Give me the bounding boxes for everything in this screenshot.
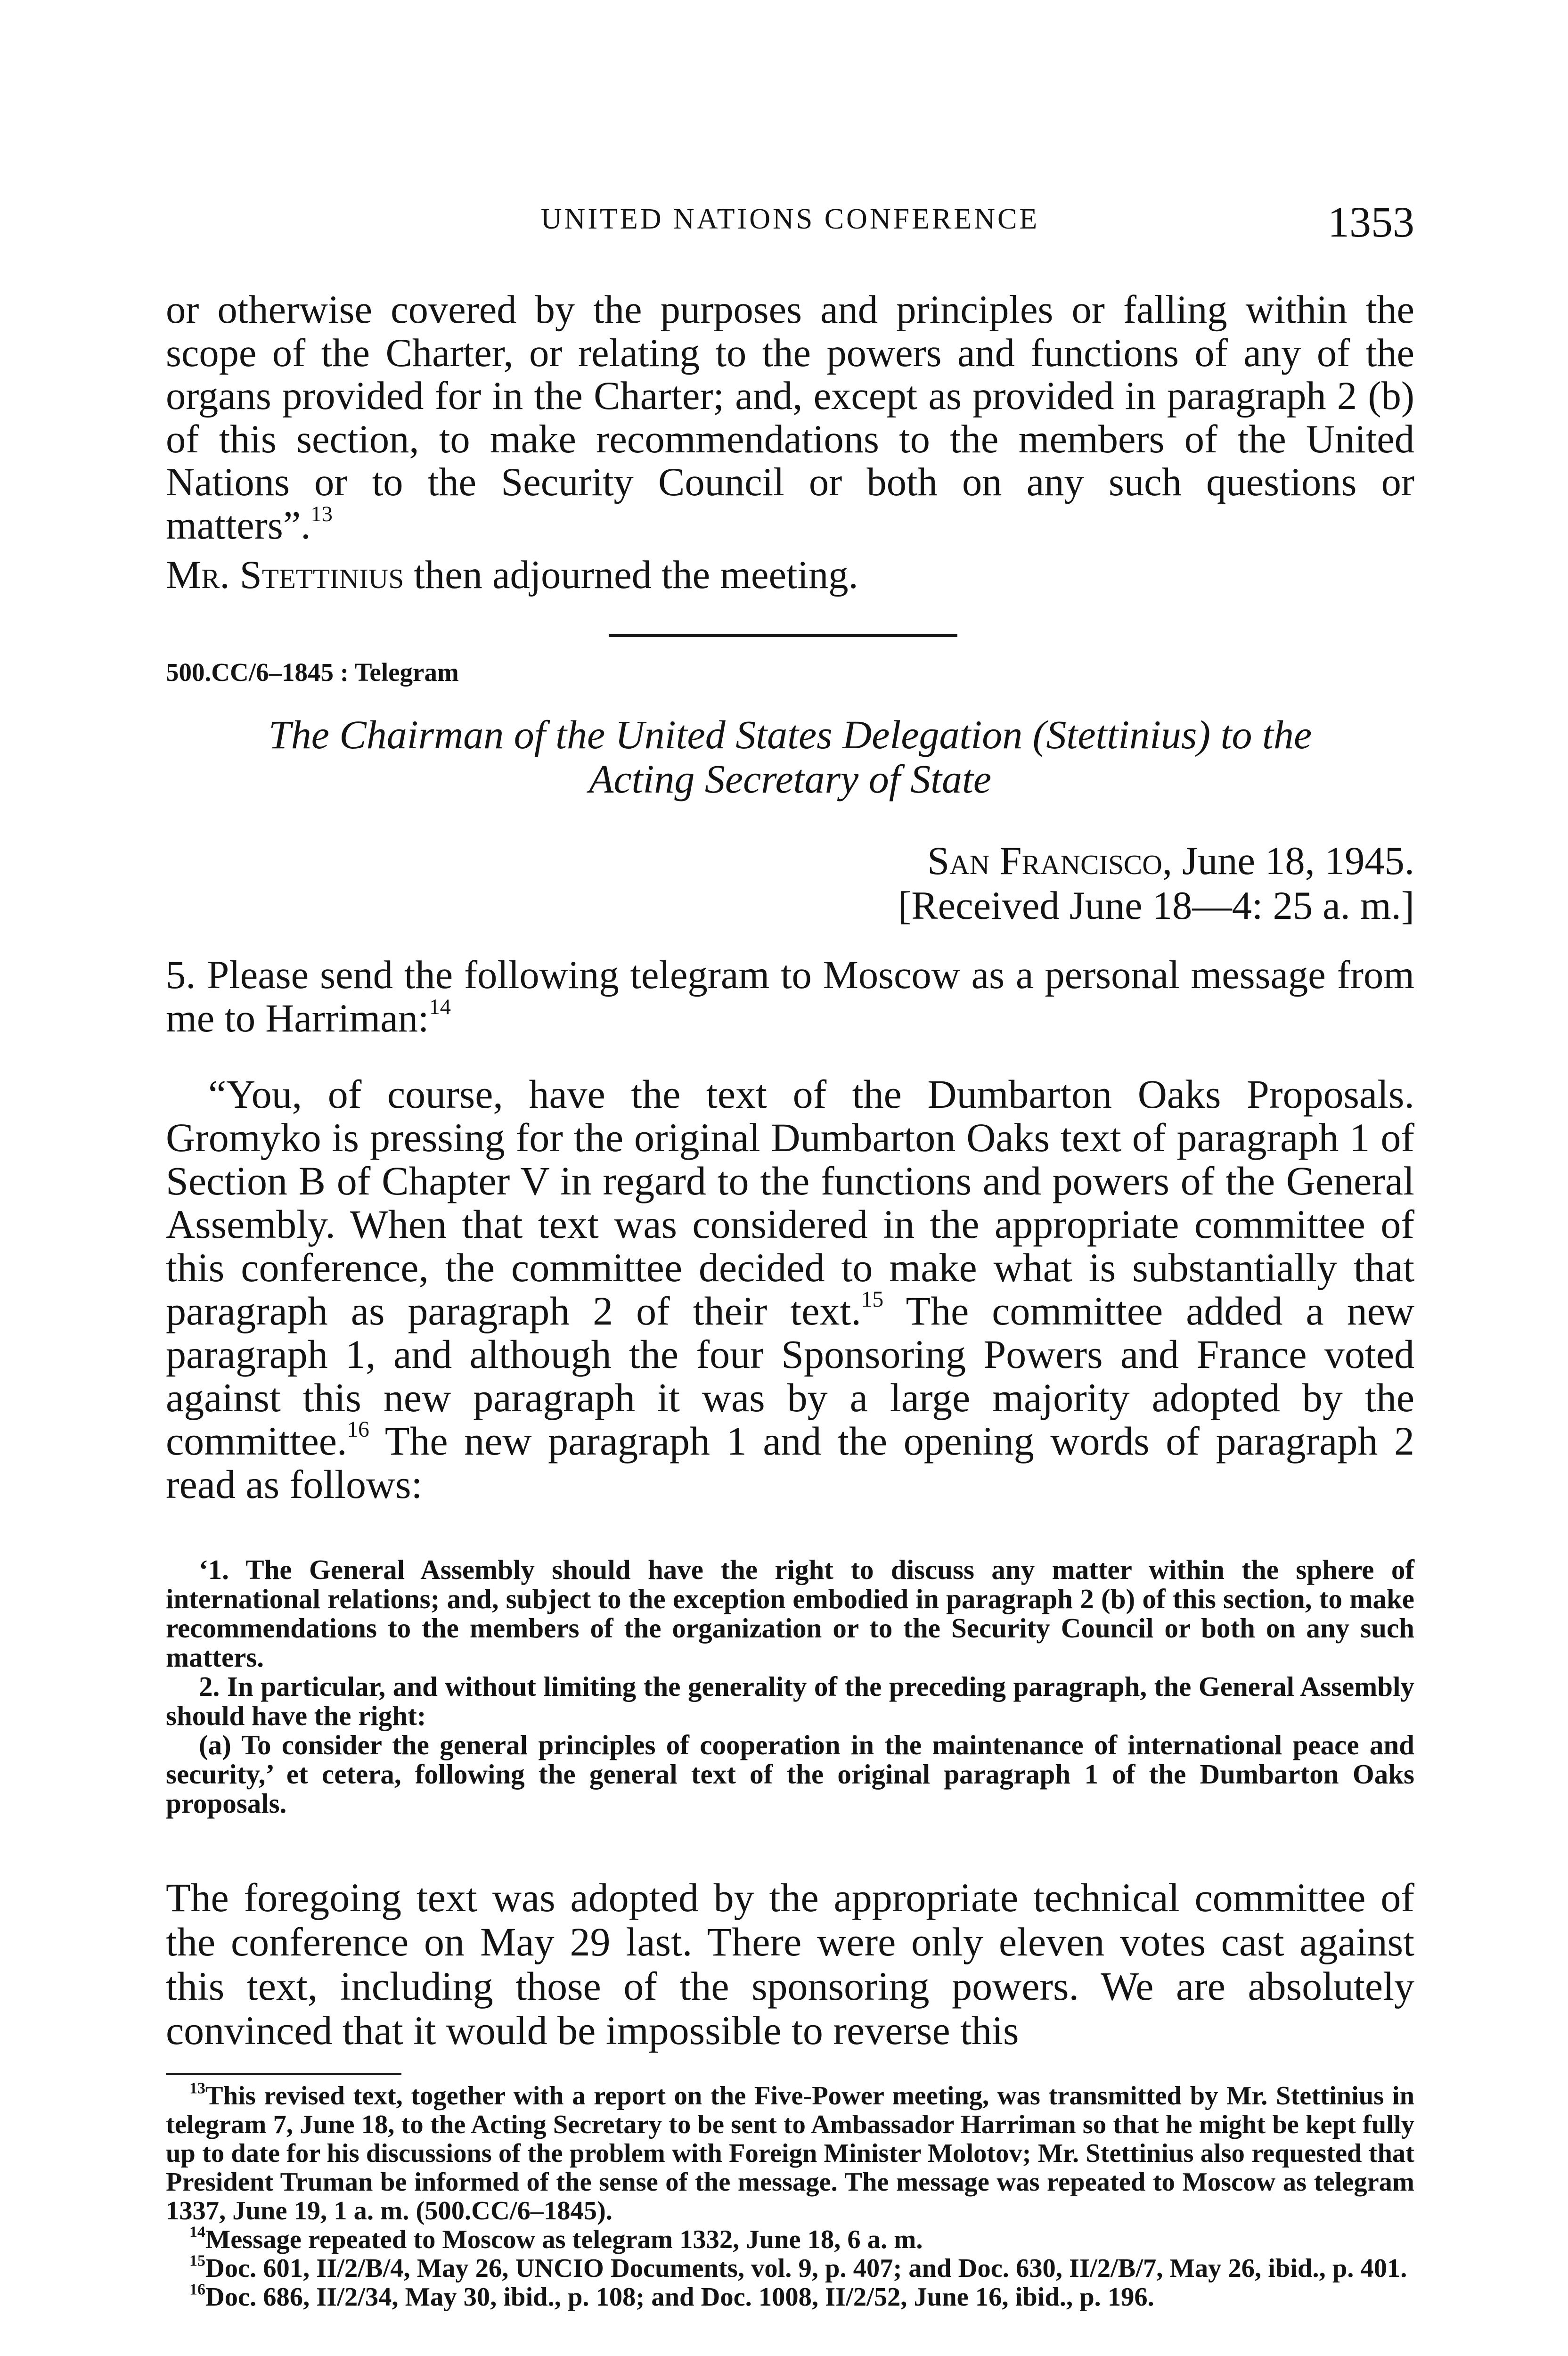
inner-para-2: 2. In particular, and without limiting the generality of the preceding paragraph, the General Assembly should have the right: bbox=[166, 1671, 1414, 1731]
footnote-ref-16: 16 bbox=[347, 1417, 369, 1442]
footnote-16: $^{16}$Doc. 686, II/2/34, May 30, ibid., p. 108; and Doc. 1008, II/2/52, June 16, ibid., p. 196. bbox=[189, 2281, 1154, 2312]
footnote-ref-14: 14 bbox=[429, 995, 451, 1019]
page-number: 1353 bbox=[1328, 198, 1414, 246]
footnote-ref-15: 15 bbox=[861, 1287, 884, 1312]
quote-part-a: “You, of course, have the text of the Dumbarton Oaks Proposals. Gromyko is pressing for the original Dumbarton Oaks text of paragraph 1 of Section B of Chapter V in regard to the functions and powers of the General Assembly. When that text was considered in the appropriate committee of this conference, the committee decided to make what is substantially that paragraph as paragraph 2 of their text. bbox=[166, 1072, 1414, 1333]
telegram-intro bbox=[166, 954, 1414, 1040]
footnote-ref-13: 13 bbox=[310, 502, 333, 526]
file-reference: 500.CC/6–1845 : Telegram bbox=[166, 658, 459, 687]
closing-paragraph bbox=[166, 1875, 1414, 2053]
place: San Francisco, bbox=[927, 839, 1172, 883]
document-title bbox=[166, 712, 1414, 801]
footnote-divider bbox=[166, 2073, 401, 2075]
adjourn-text: then adjourned the meeting. bbox=[414, 553, 858, 597]
telegram-body bbox=[166, 1072, 1414, 1506]
date: June 18, 1945. bbox=[1182, 839, 1414, 883]
dateline bbox=[898, 839, 1414, 928]
quote-part-c: The new paragraph 1 and the opening words of paragraph 2 read as follows: bbox=[166, 1418, 1414, 1507]
closing-text: The foregoing text was adopted by the appropriate technical committee of the conference on May 29 last. There were only eleven votes cast against this text, including those of the sponsoring powers. We are absolutely convinced that it would be impossible to reverse this bbox=[166, 1875, 1414, 2053]
running-title: UNITED NATIONS CONFERENCE bbox=[540, 203, 1040, 235]
opening-text: or otherwise covered by the purposes and principles or falling within the scope of the Charter, or relating to the powers and functions of any of the organs provided for in the Charter; and, except as provided in paragraph 2 (b) of this section, to make recommendations to the members of the United Nations or to the Security Council or both on any such questions or matters”. bbox=[166, 288, 1414, 548]
adjourn-paragraph bbox=[166, 554, 1414, 597]
title-line-2: Acting Secretary of State bbox=[588, 756, 992, 802]
section-divider bbox=[609, 634, 957, 637]
footnote-14: $^{14}$Message repeated to Moscow as telegram 1332, June 18, 6 a. m. bbox=[189, 2223, 923, 2254]
page-header bbox=[166, 197, 1414, 249]
footnote-13: $^{13}$This revised text, together with a report on the Five-Power meeting, was transmitted by Mr. Stettinius in telegram 7, June 18, to the Acting Secretary to be sent to Ambassador Harriman so that he might be kept fully up to date for his discussions of the problem with Foreign Minister Molotov; Mr. Stettinius also requested that President Truman be informed of the sense of the message. The message was repeated to Moscow as telegram 1337, June 19, 1 a. m. (500.CC/6–1845). bbox=[166, 2079, 1414, 2225]
speaker-name: Mr. Stettinius bbox=[166, 553, 404, 597]
title-line-1: The Chairman of the United States Delegation (Stettinius) to the bbox=[268, 712, 1312, 757]
quote-part-b: The committee added a new paragraph 1, and although the four Sponsoring Powers and France voted against this new paragraph it was by a large majority adopted by the committee. bbox=[166, 1288, 1414, 1464]
inner-para-3: (a) To consider the general principles of cooperation in the maintenance of international peace and security,’ et cetera, following the general text of the original paragraph 1 of the Dumbarton Oaks proposals. bbox=[166, 1729, 1414, 1819]
footnotes bbox=[166, 2079, 1414, 2312]
inner-quote bbox=[166, 1555, 1414, 1818]
footnote-15: $^{15}$Doc. 601, II/2/B/4, May 26, UNCIO Documents, vol. 9, p. 407; and Doc. 630, II/2/B/7, May 26, ibid., p. 401. bbox=[189, 2252, 1407, 2283]
inner-para-1: ‘1. The General Assembly should have the right to discuss any matter within the sphere of international relations; and, subject to the exception embodied in paragraph 2 (b) of this section, to make recommendations to the members of the organization or to the Security Council or both on any such matters. bbox=[166, 1554, 1414, 1673]
intro-text: 5. Please send the following telegram to Moscow as a personal message from me to Harriman: bbox=[166, 953, 1414, 1040]
opening-paragraph bbox=[166, 288, 1414, 547]
received-note: [Received June 18—4: 25 a. m.] bbox=[898, 884, 1414, 928]
